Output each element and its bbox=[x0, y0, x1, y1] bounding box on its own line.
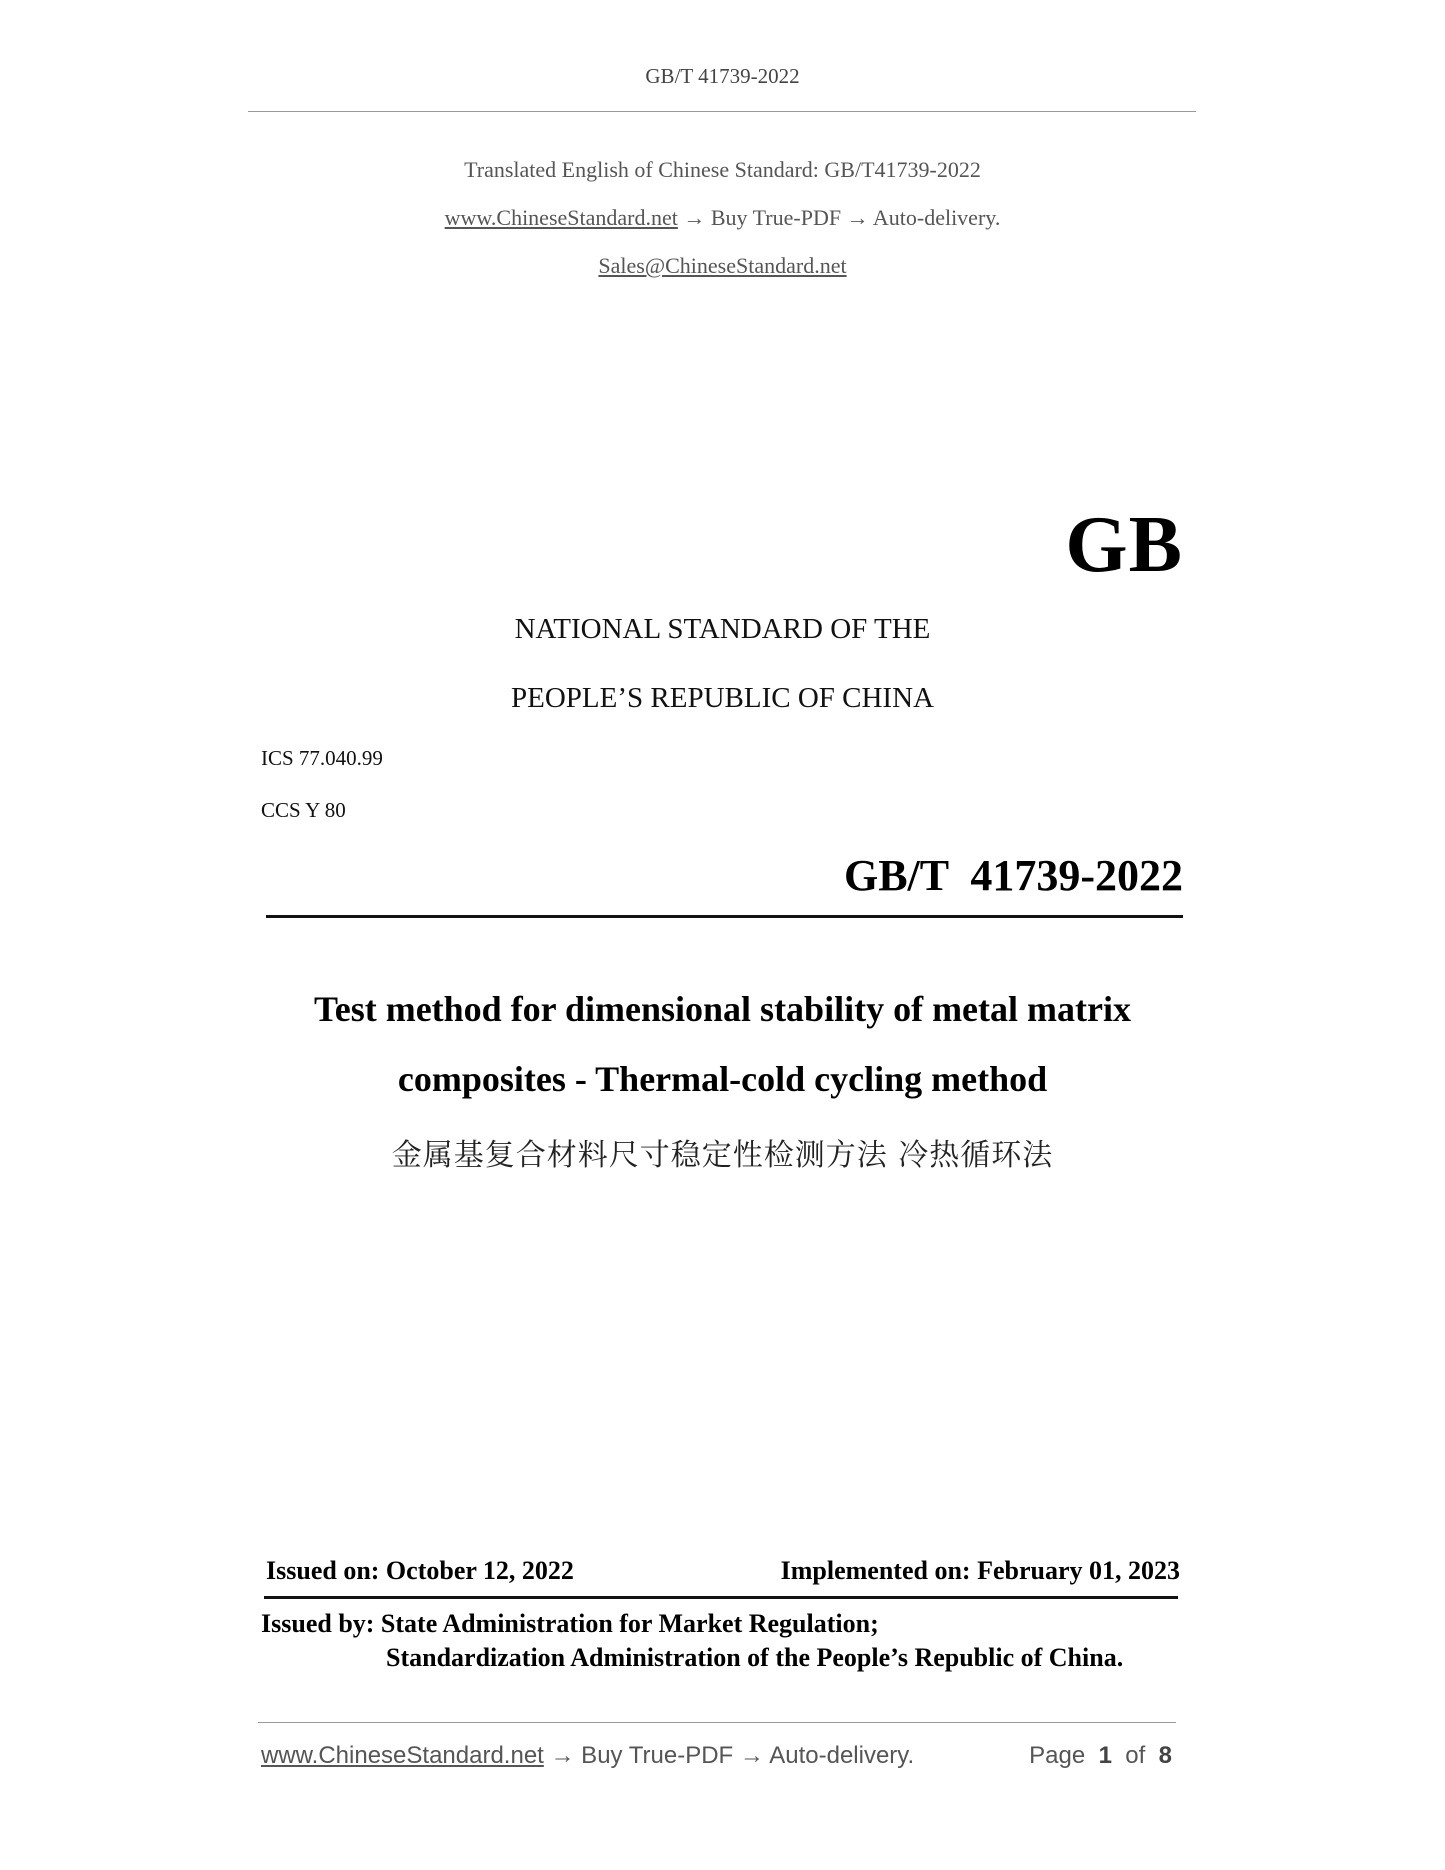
national-standard-line2: PEOPLE’S REPUBLIC OF CHINA bbox=[511, 682, 934, 714]
page-total: 8 bbox=[1158, 1742, 1172, 1769]
sales-email-line bbox=[0, 253, 1445, 279]
ccs-code: CCS Y 80 bbox=[261, 798, 346, 822]
gb-logo-mark: GB bbox=[1065, 501, 1183, 589]
sales-email-link[interactable]: Sales@ChineseStandard.net bbox=[598, 253, 847, 278]
title-divider bbox=[266, 915, 1183, 918]
issued-by-line1: Issued by: State Administration for Market Regulation; bbox=[261, 1609, 879, 1638]
dates-divider bbox=[264, 1596, 1178, 1599]
ics-code: ICS 77.040.99 bbox=[261, 746, 383, 770]
page-current: 1 bbox=[1098, 1742, 1112, 1769]
title-english-line1: Test method for dimensional stability of metal matrix bbox=[314, 989, 1131, 1029]
title-english-line2: composites - Thermal-cold cycling method bbox=[397, 1059, 1048, 1099]
chinesestandard-link[interactable]: www.ChineseStandard.net bbox=[444, 205, 678, 230]
purchase-line bbox=[0, 205, 1445, 231]
national-standard-line1: NATIONAL STANDARD OF THE bbox=[514, 613, 931, 645]
purchase-text: → Buy True-PDF → Auto-delivery. bbox=[677, 205, 1001, 230]
page-indicator bbox=[1029, 1742, 1172, 1770]
footer-purchase-text: → Buy True-PDF → Auto-delivery. bbox=[543, 1742, 915, 1769]
of-label: of bbox=[1125, 1742, 1146, 1769]
issued-date: Issued on: October 12, 2022 bbox=[266, 1556, 574, 1585]
footer-site-link[interactable]: www.ChineseStandard.net bbox=[261, 1742, 544, 1769]
issued-by-line2: Standardization Administration of the People’s Republic of China. bbox=[386, 1643, 1124, 1672]
page-label: Page bbox=[1029, 1742, 1086, 1769]
translation-notice: Translated English of Chinese Standard: GB/T41739-2022 bbox=[464, 157, 981, 182]
footer-divider bbox=[258, 1722, 1176, 1723]
footer-purchase-line bbox=[261, 1742, 914, 1770]
title-chinese: 金属基复合材料尺寸稳定性检测方法 冷热循环法 bbox=[391, 1138, 1054, 1173]
running-header: GB/T 41739-2022 bbox=[645, 64, 800, 88]
implemented-date: Implemented on: February 01, 2023 bbox=[780, 1556, 1180, 1585]
standard-number: GB/T 41739-2022 bbox=[843, 851, 1183, 900]
header-divider bbox=[248, 111, 1196, 112]
